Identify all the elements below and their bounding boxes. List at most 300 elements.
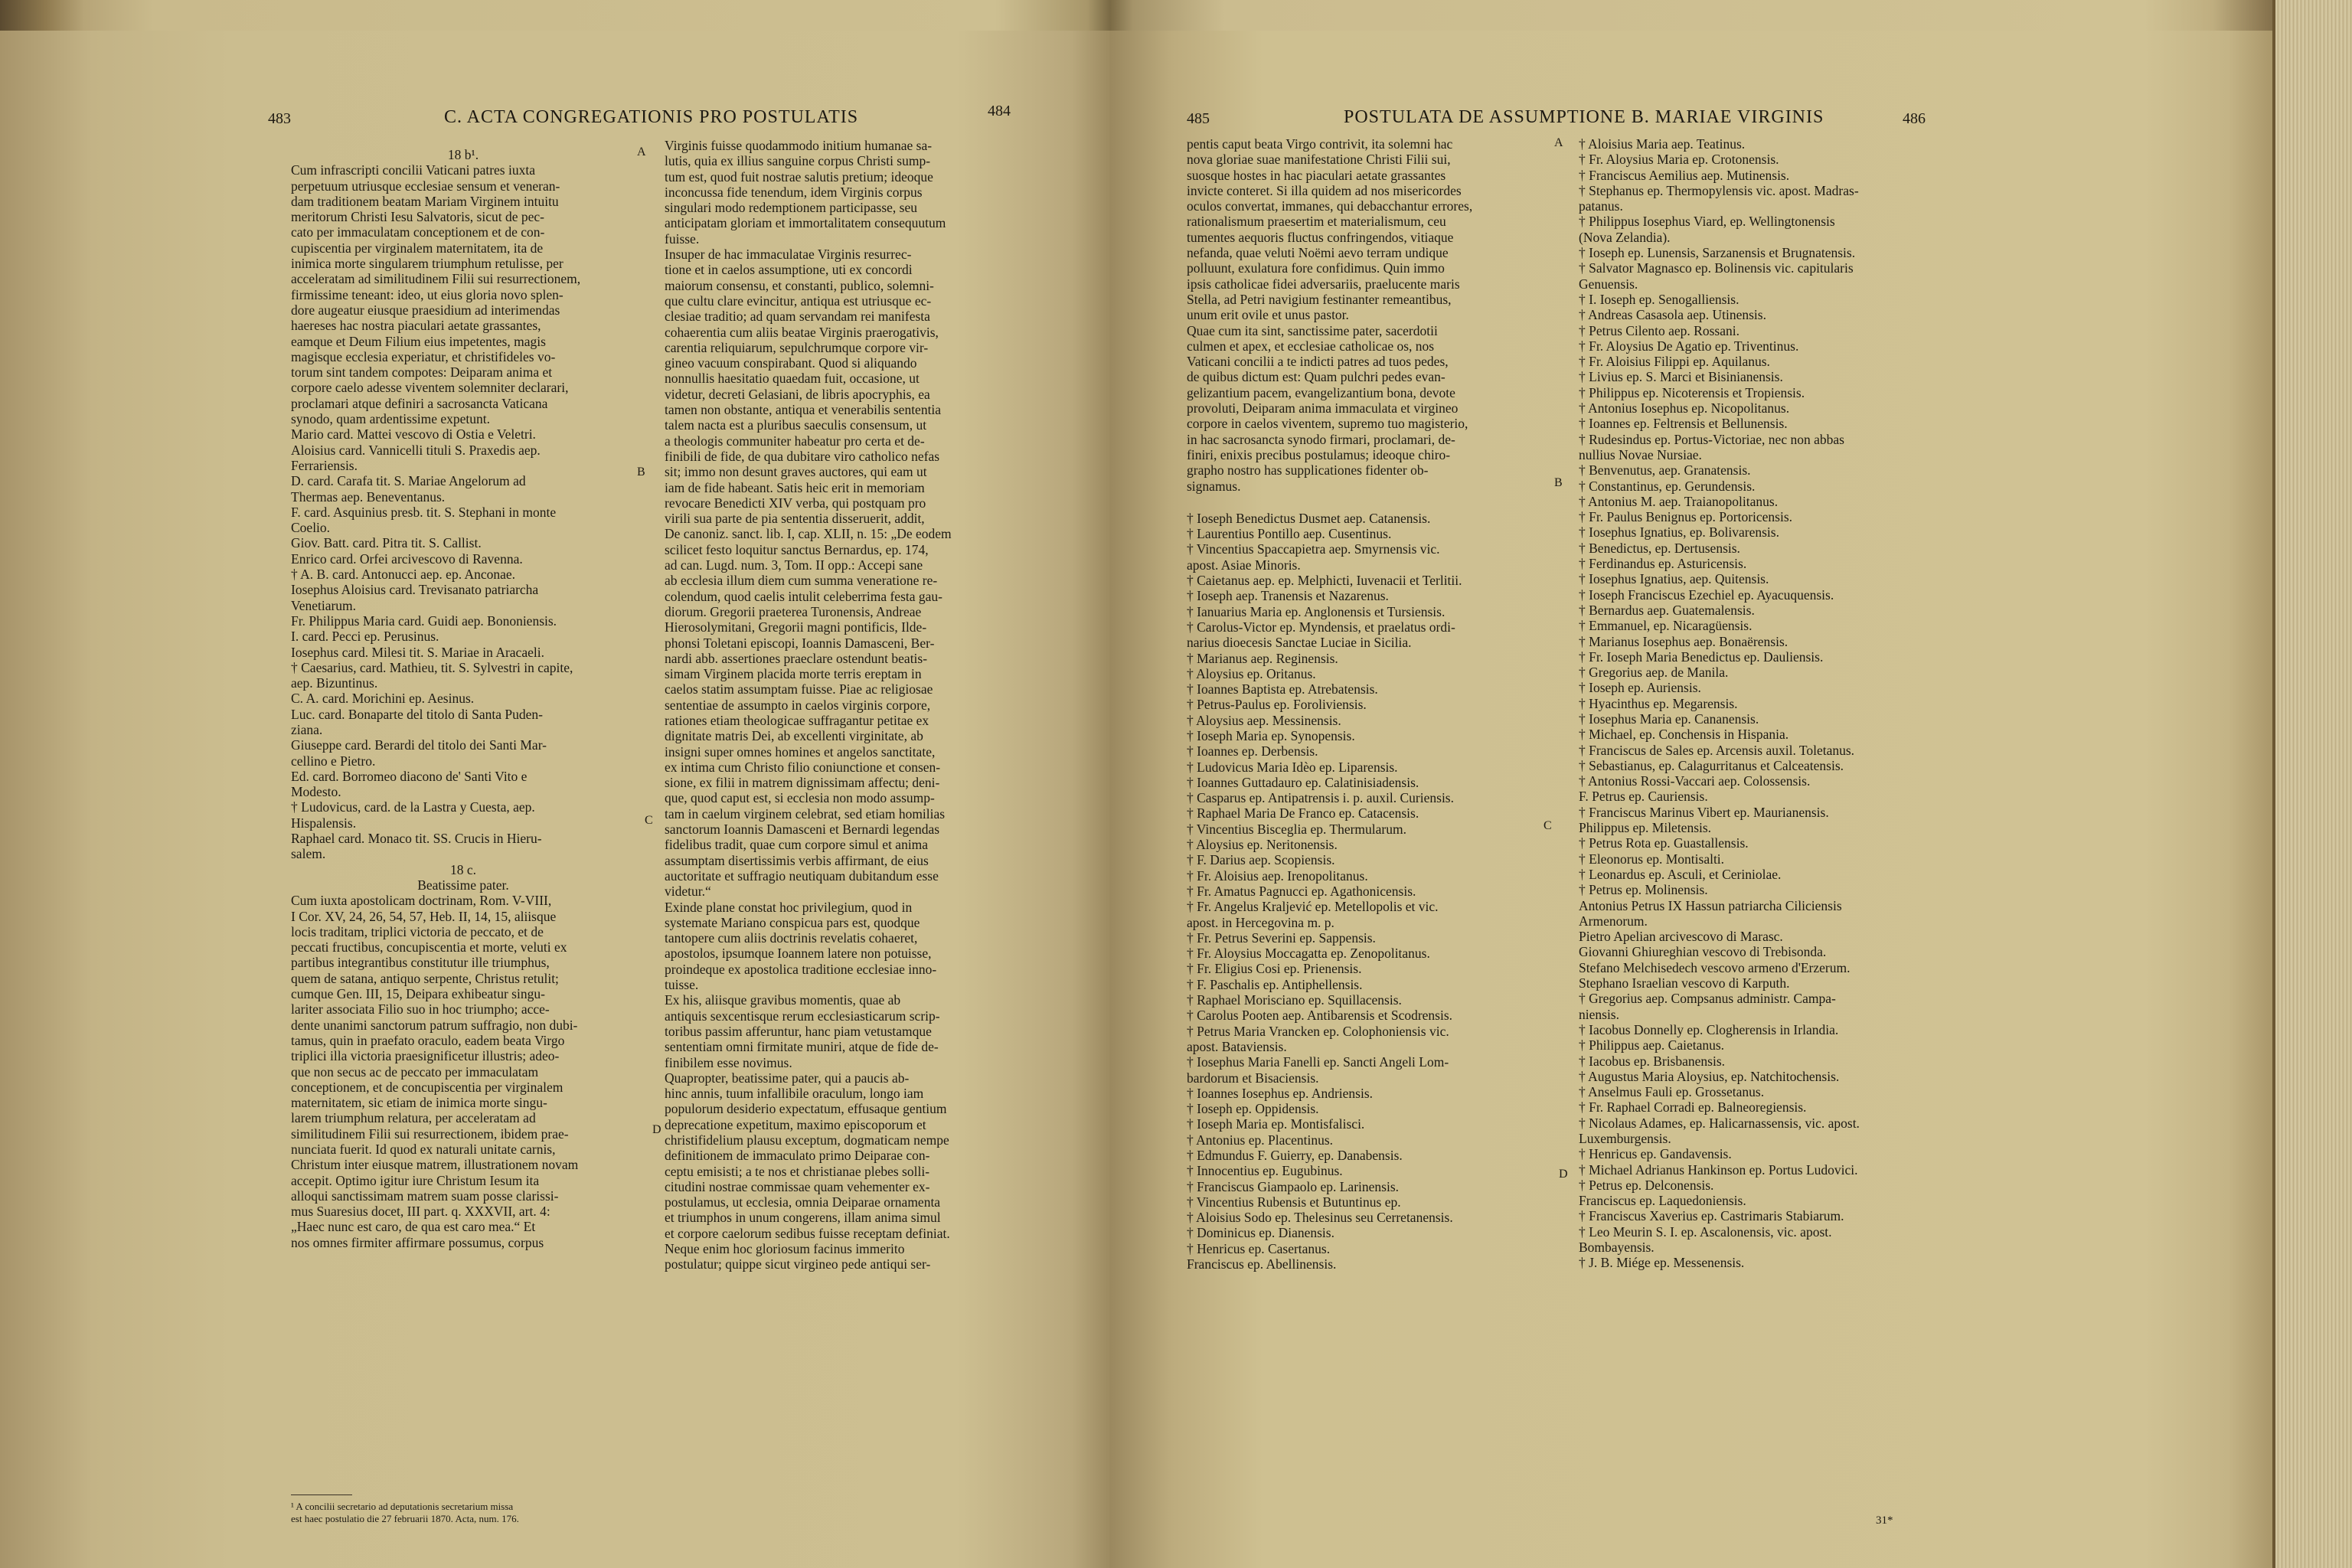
text-line: sione, ex filii in matrem dignissimam affectu; deni- bbox=[665, 775, 940, 791]
text-line: De canoniz. sanct. lib. I, cap. XLII, n. 15: „De eodem bbox=[665, 526, 952, 542]
margin-marker-d-right: D bbox=[1559, 1168, 1568, 1181]
text-line: lutis, quia ex illius sanguine corpus Christi sump- bbox=[665, 153, 931, 169]
signature-line: † Aloisius Maria aep. Teatinus. bbox=[1579, 136, 1746, 152]
signature-line: † Sebastianus, ep. Calagurritanus et Calceatensis. bbox=[1579, 757, 1844, 773]
text-line: systemate Mariano conspicua pars est, quodque bbox=[665, 914, 920, 930]
right-column-2 bbox=[1579, 136, 1946, 1271]
text-line: ad can. Lugd. num. 3, Tom. II opp.: Accepi sane bbox=[665, 557, 923, 573]
signature-line: † Philippus aep. Caietanus. bbox=[1579, 1037, 1725, 1054]
text-line: auctoritate et suffragio neutiquam dubitandum esse bbox=[665, 867, 939, 884]
signature-line: † F. Paschalis ep. Antiphellensis. bbox=[1187, 976, 1363, 992]
text-line: postulamus, ut ecclesia, omnia Deiparae ornamenta bbox=[665, 1194, 941, 1210]
signature-line: apost. Bataviensis. bbox=[1187, 1038, 1287, 1054]
signature-line: † Ioseph Benedictus Dusmet aep. Catanensis. bbox=[1187, 510, 1431, 526]
signature-line: † Henricus ep. Gandavensis. bbox=[1579, 1146, 1732, 1162]
margin-marker-c-right: C bbox=[1544, 819, 1552, 832]
signature-line: † Aloisius Sodo ep. Thelesinus seu Cerretanensis. bbox=[1187, 1210, 1453, 1226]
signature-line: † Ioseph aep. Tranensis et Nazarenus. bbox=[1187, 588, 1389, 604]
text-line: nardi abb. assertiones praeclare ostendunt beatis- bbox=[665, 650, 928, 666]
signature-mark: 31* bbox=[1876, 1514, 1893, 1527]
signature-line: † Caietanus aep. ep. Melphicti, Iuvenacii et Terlitii. bbox=[1187, 573, 1462, 589]
signature-line: † Henricus ep. Casertanus. bbox=[1187, 1240, 1331, 1256]
signature-line: † Ioannes Baptista ep. Atrebatensis. bbox=[1187, 681, 1378, 697]
text-line: videtur.“ bbox=[665, 884, 711, 900]
signature-line: † Constantinus, ep. Gerundensis. bbox=[1579, 478, 1756, 494]
signature-line: † Fr. Paulus Benignus ep. Portoricensis. bbox=[1579, 509, 1793, 525]
text-line: nonnullis haesitatio quaedam fuit, occasione, ut bbox=[665, 371, 920, 387]
signature-line: † Benedictus, ep. Dertusensis. bbox=[1579, 540, 1740, 556]
text-line: haereses hac nostra piaculari aetate grassantes, bbox=[291, 318, 541, 334]
signature-line: † Benvenutus, aep. Granatensis. bbox=[1579, 462, 1751, 479]
text-line: Neque enim hoc gloriosum facinus immerito bbox=[665, 1241, 905, 1257]
signature-line: † Iacobus ep. Brisbanensis. bbox=[1579, 1053, 1726, 1069]
signature-line: † Aloysius ep. Neritonensis. bbox=[1187, 837, 1338, 853]
text-line: ziana. bbox=[291, 721, 323, 737]
left-page-number-b: 484 bbox=[988, 103, 1011, 119]
text-line: synodo, quam ardentissime expetunt. bbox=[291, 411, 491, 427]
signature-line: † Edmundus F. Guierry, ep. Danabensis. bbox=[1187, 1148, 1403, 1163]
text-line: antiquis sexcentisque rerum ecclesiasticarum scrip- bbox=[665, 1008, 940, 1024]
signature-line: † Franciscus Marinus Vibert ep. Maurianensis. bbox=[1579, 804, 1829, 820]
text-line: et triumphos in unum congerens, illam anima simul bbox=[665, 1210, 941, 1226]
signature-line: † Ioseph Maria ep. Montisfalisci. bbox=[1187, 1116, 1365, 1132]
text-line: culmen et apex, et ecclesiae catholicae os, nos bbox=[1187, 338, 1435, 354]
text-line: in hac sacrosancta synodo firmari, proclamari, de- bbox=[1187, 431, 1455, 447]
text-line: assumptam disertissimis verbis affirmant, de eius bbox=[665, 852, 929, 868]
text-line: virili sua parte de pia sententia disseruerit, addit, bbox=[665, 511, 925, 527]
text-line: accepit. Optimo igitur iure Christum Iesum ita bbox=[291, 1172, 540, 1188]
signature-line: † Ioseph Maria ep. Synopensis. bbox=[1187, 727, 1355, 743]
text-line: Hierosolymitani, Gregorii magni pontificis, Ilde- bbox=[665, 619, 927, 635]
signature-line: † Ioannes ep. Derbensis. bbox=[1187, 743, 1318, 760]
text-line: deprecatione expetitum, maximo episcoporum et bbox=[665, 1116, 926, 1132]
signature-line: † Petrus-Paulus ep. Foroliviensis. bbox=[1187, 697, 1367, 713]
text-line: finibili de fide, de qua dubitare viro catholico nefas bbox=[665, 448, 940, 464]
text-line: dignitate matris Dei, ab excellenti virginitate, ab bbox=[665, 728, 923, 744]
text-line: unum erit ovile et unus pastor. bbox=[1187, 307, 1349, 323]
text-line: tione et in caelos assumptione, uti ex concordi bbox=[665, 262, 913, 278]
signature-line: † Stephanus ep. Thermopylensis vic. apost. Madras- bbox=[1579, 182, 1859, 198]
signature-line: † I. Ioseph ep. Senogalliensis. bbox=[1579, 291, 1740, 307]
text-line: Fr. Philippus Maria card. Guidi aep. Bononiensis. bbox=[291, 612, 557, 629]
text-line: tumentes aequoris fluctus confringendos, vitiaque bbox=[1187, 229, 1454, 245]
text-line: inimica morte singularem triumphum retulisse, per bbox=[291, 256, 564, 272]
text-line: nunciata fuerit. Id quod ex naturali unitate carnis, bbox=[291, 1142, 556, 1157]
text-line: caelos statim assumptam fuisse. Piae ac religiosae bbox=[665, 681, 933, 697]
margin-marker-c: C bbox=[645, 814, 653, 827]
text-line: populorum desiderio expectatum, effusaque gentium bbox=[665, 1101, 947, 1117]
signature-line: † Emmanuel, ep. Nicaragüensis. bbox=[1579, 618, 1753, 634]
text-line: fuisse. bbox=[665, 230, 700, 247]
text-line: tamus, quin in praefato oraculo, eadem beata Virgo bbox=[291, 1032, 565, 1048]
margin-marker-d: D bbox=[652, 1123, 662, 1136]
text-line: tantopere cum aliis doctrinis revelatis cohaeret, bbox=[665, 930, 918, 946]
signature-line: F. Petrus ep. Cauriensis. bbox=[1579, 789, 1708, 805]
text-line: corpore in caelos viventem, supremo tuo magisterio, bbox=[1187, 416, 1468, 432]
signature-line: † Vincentius Spaccapietra aep. Smyrnensis vic. bbox=[1187, 541, 1440, 557]
signature-line: patanus. bbox=[1579, 198, 1623, 214]
text-line: Mario card. Mattei vescovo di Ostia e Veletri. bbox=[291, 426, 536, 443]
text-line: Giov. Batt. card. Pitra tit. S. Callist. bbox=[291, 535, 482, 551]
text-line: de quibus dictum est: Quam pulchri pedes evan- bbox=[1187, 369, 1446, 385]
signature-line: † Marianus aep. Reginensis. bbox=[1187, 650, 1338, 666]
text-line: nefanda, quae veluti Noëmi aevo terram undique bbox=[1187, 245, 1449, 261]
text-line: sententiam omni firmitate muniri, atque de fide de- bbox=[665, 1039, 939, 1055]
margin-marker-a-right: A bbox=[1554, 136, 1563, 149]
text-line: invicte conteret. Si illa quidem ad nos misericordes bbox=[1187, 182, 1462, 198]
signature-line: † Petrus ep. Molinensis. bbox=[1579, 882, 1708, 898]
signature-line: † Leo Meurin S. I. ep. Ascalonensis, vic. apost. bbox=[1579, 1223, 1832, 1240]
text-line: sanctorum Ioannis Damasceni et Bernardi legendas bbox=[665, 822, 940, 838]
signature-line: narius dioecesis Sanctae Luciae in Sicilia. bbox=[1187, 635, 1412, 651]
text-line: polluunt, exulatura fore confidimus. Quin immo bbox=[1187, 260, 1445, 276]
text-line: cellino e Pietro. bbox=[291, 753, 376, 769]
signature-line: † Franciscus Aemilius aep. Mutinensis. bbox=[1579, 167, 1790, 183]
text-line: Cum iuxta apostolicam doctrinam, Rom. V-VIII, bbox=[291, 893, 552, 909]
right-page-number-a: 485 bbox=[1187, 110, 1210, 127]
text-line: iam de fide habeant. Satis heic erit in memoriam bbox=[665, 479, 925, 495]
signature-line: † Carolus-Victor ep. Myndensis, et praelatus ordi- bbox=[1187, 619, 1455, 635]
signature-line: † Hyacinthus ep. Megarensis. bbox=[1579, 695, 1738, 711]
signature-line: † Michael, ep. Conchensis in Hispania. bbox=[1579, 727, 1789, 743]
text-line: postulatur; quippe sicut virgineo pede antiqui ser- bbox=[665, 1256, 931, 1272]
signature-line: † Ioannes Guttadauro ep. Calatinisiadensis. bbox=[1187, 774, 1419, 790]
signature-line: † Bernardus aep. Guatemalensis. bbox=[1579, 602, 1755, 618]
text-line: Insuper de hac immaculatae Virginis resurrec- bbox=[665, 247, 912, 263]
signature-line: apost. Asiae Minoris. bbox=[1187, 557, 1301, 573]
text-line: firmissime teneant: ideo, ut eius gloria novo splen- bbox=[291, 286, 564, 302]
text-line: anticipatam gloriam et immortalitatem consequutum bbox=[665, 215, 946, 231]
footnote bbox=[291, 1501, 643, 1525]
text-line: dore augeatur eiusque praesidium ad interimendas bbox=[291, 302, 560, 318]
text-line: simam Virginem placida morte terris ereptam in bbox=[665, 666, 922, 682]
text-line: provoluti, Deiparam anima immaculata et virgineo bbox=[1187, 400, 1459, 416]
text-line: videtur, decreti Gelasiani, de libris apocryphis, ea bbox=[665, 386, 930, 402]
signature-line: † Ioseph Franciscus Ezechiel ep. Ayacuquensis. bbox=[1579, 586, 1834, 603]
text-line: I Cor. XV, 24, 26, 54, 57, Heb. II, 14, 15, aliisque bbox=[291, 908, 557, 924]
text-line: magisque ecclesia experiatur, et christifideles vo- bbox=[291, 348, 556, 364]
text-line: revocare Benedicti XIV verba, qui postquam pro bbox=[665, 495, 926, 511]
text-line: sententiae de assumpto in caelos virginis corpore, bbox=[665, 697, 931, 713]
text-line: colendum, quod caelis intulit celeberrima festa gau- bbox=[665, 588, 942, 604]
text-line: † A. B. card. Antonucci aep. ep. Anconae. bbox=[291, 567, 516, 583]
text-line: perpetuum utriusque ecclesiae sensum et veneran- bbox=[291, 178, 560, 194]
text-line: F. card. Asquinius presb. tit. S. Stephani in monte bbox=[291, 504, 557, 520]
signature-line: † Aloysius ep. Oritanus. bbox=[1187, 665, 1316, 681]
signature-line: † Franciscus Xaverius ep. Castrimaris Stabiarum. bbox=[1579, 1208, 1844, 1224]
text-line: Beatissime pater. bbox=[417, 877, 509, 893]
text-line: aep. Bizuntinus. bbox=[291, 675, 378, 691]
text-line: cumque Gen. III, 15, Deipara exhibeatur singu- bbox=[291, 986, 545, 1002]
signature-line: † Antonius Rossi-Vaccari aep. Colossensis. bbox=[1579, 773, 1811, 789]
text-line: cato per immaculatam conceptionem et de con- bbox=[291, 224, 545, 240]
text-line: salem. bbox=[291, 846, 326, 862]
text-line: nova gloriae suae manifestatione Christi Filii sui, bbox=[1187, 152, 1451, 168]
text-line: Ex his, aliisque gravibus momentis, quae ab bbox=[665, 992, 901, 1008]
text-line: peccati fructibus, concupiscentia et morte, veluti ex bbox=[291, 939, 567, 956]
text-line: ab ecclesia illum diem cum summa veneratione re- bbox=[665, 573, 938, 589]
signature-line: † Ferdinandus ep. Asturicensis. bbox=[1579, 556, 1747, 572]
left-page-number-a: 483 bbox=[268, 110, 291, 127]
text-line: lariter associata Filio suo in hoc triumpho; acce- bbox=[291, 1001, 550, 1018]
text-line: Giuseppe card. Berardi del titolo dei Santi Mar- bbox=[291, 737, 547, 753]
text-line: locis traditam, triplici victoria de peccato, et de bbox=[291, 923, 544, 939]
signature-line: Bombayensis. bbox=[1579, 1240, 1655, 1256]
signature-line: † Gregorius aep. Compsanus administr. Campa- bbox=[1579, 991, 1836, 1007]
signature-line: † Leonardus ep. Asculi, et Ceriniolae. bbox=[1579, 866, 1782, 882]
text-line: Virginis fuisse quodammodo initium humanae sa- bbox=[665, 138, 933, 153]
signature-line: † Andreas Casasola aep. Utinensis. bbox=[1579, 307, 1766, 323]
footnote-line: est haec postulatio die 27 februarii 1870. Acta, num. 176. bbox=[291, 1513, 519, 1524]
signature-line: † Antonius ep. Placentinus. bbox=[1187, 1132, 1334, 1148]
margin-marker-b: B bbox=[637, 466, 645, 479]
signature-line: † Fr. Aloysius Moccagatta ep. Zenopolitanus. bbox=[1187, 946, 1430, 962]
signature-line: † Iosephus Ignatius, ep. Bolivarensis. bbox=[1579, 524, 1779, 541]
signature-line: † Gregorius aep. de Manila. bbox=[1579, 665, 1729, 681]
signature-line: Giovanni Ghiureghian vescovo di Trebisonda. bbox=[1579, 944, 1827, 960]
text-line: quem de satana, antiquo serpente, Christus retulit; bbox=[291, 970, 559, 986]
text-line: Enrico card. Orfei arcivescovo di Ravenna. bbox=[291, 550, 523, 567]
signature-line: † Augustus Maria Aloysius, ep. Natchitochensis. bbox=[1579, 1068, 1840, 1084]
signature-line: † Anselmus Fauli ep. Grossetanus. bbox=[1579, 1084, 1765, 1100]
signature-line: † Iosephus Ignatius, aep. Quitensis. bbox=[1579, 571, 1769, 587]
signature-line: † Petrus Rota ep. Guastallensis. bbox=[1579, 835, 1749, 851]
text-line: singulari modo redemptionem participasse, seu bbox=[665, 200, 917, 216]
signature-line: Stephano Israelian vescovo di Karputh. bbox=[1579, 975, 1790, 991]
text-line: Venetiarum. bbox=[291, 597, 357, 613]
text-line: Exinde plane constat hoc privilegium, quod in bbox=[665, 899, 913, 915]
signature-line: † Carolus Pooten aep. Antibarensis et Scodrensis. bbox=[1187, 1008, 1453, 1024]
text-line: rationalismum praesertim et materialismum, ceu bbox=[1187, 214, 1446, 230]
text-line: proindeque ex apostolica traditione ecclesiae inno- bbox=[665, 961, 937, 977]
text-line: Stella, ad Petri navigium festinanter remeantibus, bbox=[1187, 291, 1452, 307]
text-line: similitudinem Filii sui resurrectionem, ibidem prae- bbox=[291, 1125, 569, 1142]
text-line: torum sint tandem compotes: Deiparam anima et bbox=[291, 364, 553, 381]
signature-line: † Fr. Petrus Severini ep. Sappensis. bbox=[1187, 929, 1376, 946]
signature-line: † Fr. Raphael Corradi ep. Balneoregiensis. bbox=[1579, 1099, 1807, 1116]
left-column-2 bbox=[665, 138, 1017, 1272]
signature-line: † Marianus Iosephus aep. Bonaërensis. bbox=[1579, 633, 1788, 649]
signature-line: † Fr. Aloysius De Agatio ep. Triventinus. bbox=[1579, 338, 1799, 354]
signature-line: Franciscus ep. Laquedoniensis. bbox=[1579, 1193, 1746, 1209]
text-line: acceleratam ad similitudinem Filii sui resurrectionem, bbox=[291, 271, 581, 287]
text-line: citudini nostrae commissae quam vehementer ex- bbox=[665, 1178, 930, 1194]
text-line: clesiae traditio; ad quam servandam rei manifesta bbox=[665, 309, 930, 325]
text-line: dam traditionem beatam Mariam Virginem intuitu bbox=[291, 193, 559, 209]
text-line: Thermas aep. Beneventanus. bbox=[291, 488, 446, 505]
text-line: suosque hostes in hac piaculari aetate grassantes bbox=[1187, 167, 1446, 183]
signature-line: † Livius ep. S. Marci et Bisinianensis. bbox=[1579, 369, 1783, 385]
signature-line: † Ioseph ep. Lunensis, Sarzanensis et Brugnatensis. bbox=[1579, 245, 1856, 261]
text-line: † Ludovicus, card. de la Lastra y Cuesta, aep. bbox=[291, 799, 535, 815]
signature-line: † Dominicus ep. Dianensis. bbox=[1187, 1225, 1334, 1241]
text-line: Luc. card. Bonaparte del titolo di Santa Puden- bbox=[291, 706, 544, 722]
signature-line: † Fr. Eligius Cosi ep. Prienensis. bbox=[1187, 961, 1362, 977]
text-line: finibilem esse novimus. bbox=[665, 1054, 792, 1070]
text-line: cohaerentia cum aliis beatae Virginis praerogativis, bbox=[665, 324, 939, 340]
text-line: et corpore caelorum sedibus fuisse receptam definiat. bbox=[665, 1225, 950, 1241]
signature-line: † Raphael Morisciano ep. Squillacensis. bbox=[1187, 992, 1402, 1008]
signature-line: † Ioseph ep. Oppidensis. bbox=[1187, 1101, 1319, 1117]
text-line: Quae cum ita sint, sanctissime pater, sacerdotii bbox=[1187, 322, 1438, 338]
text-line: Modesto. bbox=[291, 784, 341, 800]
text-line: 18 b¹. bbox=[447, 147, 479, 162]
text-line: nos omnes firmiter affirmare possumus, corpus bbox=[291, 1234, 544, 1250]
signature-line: apost. in Hercegovina m. p. bbox=[1187, 914, 1334, 930]
signature-line: † Fr. Ioseph Maria Benedictus ep. Dauliensis. bbox=[1579, 648, 1824, 665]
text-line: mus Suaresius docet, III part. q. XXXVII, art. 4: bbox=[291, 1204, 550, 1220]
signature-line: † Fr. Amatus Pagnucci ep. Agathonicensis. bbox=[1187, 883, 1416, 899]
signature-line: † Antonius Iosephus ep. Nicopolitanus. bbox=[1579, 400, 1790, 416]
text-line: toribus passim afferuntur, hanc piam vetustamque bbox=[665, 1023, 932, 1039]
signature-line: † Innocentius ep. Eugubinus. bbox=[1187, 1163, 1343, 1179]
text-line: apostolos, ipsumque Ioannem latere non potuisse, bbox=[665, 946, 932, 962]
signature-line: † Rudesindus ep. Portus-Victoriae, nec non abbas bbox=[1579, 431, 1844, 447]
signature-line: † Fr. Aloysius Maria ep. Crotonensis. bbox=[1579, 152, 1779, 168]
text-line: gineo vacuum conspirabant. Quod si aliquando bbox=[665, 355, 917, 371]
signature-line: † Raphael Maria De Franco ep. Catacensis. bbox=[1187, 805, 1419, 822]
signature-line: † Fr. Aloisius Filippi ep. Aquilanus. bbox=[1579, 354, 1770, 370]
text-line: maternitatem, sic etiam de inimica morte singu- bbox=[291, 1095, 547, 1111]
signature-line: Pietro Apelian arcivescovo di Marasc. bbox=[1579, 929, 1783, 945]
signature-line: † Philippus ep. Nicoterensis et Tropiensis. bbox=[1579, 384, 1805, 400]
text-line: que non secus ac de peccato per immaculatam bbox=[291, 1063, 539, 1080]
text-line: Christum inter eiusque matrem, illustrationem novam bbox=[291, 1157, 579, 1173]
text-line: partibus integrantibus constitutur ille triumphus, bbox=[291, 955, 550, 971]
text-line: finiri, enixis precibus postulamus; ideoque chiro- bbox=[1187, 446, 1451, 462]
text-line: Aloisius card. Vannicelli tituli S. Praxedis aep. bbox=[291, 442, 541, 458]
text-line: Vaticani concilii a te indicti patres ad tuos pedes, bbox=[1187, 354, 1449, 370]
text-line: C. A. card. Morichini ep. Aesinus. bbox=[291, 691, 475, 707]
signature-line: † Petrus Cilento aep. Rossani. bbox=[1579, 322, 1740, 338]
signature-line: (Nova Zelandia). bbox=[1579, 229, 1671, 245]
text-line: fidelibus tradit, quae cum corpore simul et anima bbox=[665, 837, 929, 853]
text-line: Hispalensis. bbox=[291, 815, 357, 831]
signature-line: † Eleonorus ep. Montisalti. bbox=[1579, 851, 1725, 867]
text-line: Iosephus card. Milesi tit. S. Mariae in Aracaeli. bbox=[291, 644, 544, 660]
text-line: maiorum consensu, et constanti, publico, solemni- bbox=[665, 277, 934, 293]
signature-line: Armenorum. bbox=[1579, 913, 1648, 929]
right-page bbox=[1110, 31, 2274, 1568]
text-line: conceptionem, et de concupiscentia per virginalem bbox=[291, 1079, 564, 1095]
text-line: Ferrariensis. bbox=[291, 457, 358, 473]
text-line: proclamari atque definiri a sacrosancta Vaticana bbox=[291, 395, 548, 411]
text-line: oculos convertat, immanes, qui debacchantur errores, bbox=[1187, 198, 1473, 214]
signature-line: Stefano Melchisedech vescovo armeno d'Erzerum. bbox=[1579, 959, 1851, 975]
text-line: talem nacta est a pluribus saeculis consensum, ut bbox=[665, 417, 927, 433]
text-line: ex intima cum Christo filio coniunctione et consen- bbox=[665, 759, 941, 775]
text-line: Raphael card. Monaco tit. SS. Crucis in Hieru- bbox=[291, 831, 542, 847]
text-line: scilicet festo loquitur sanctus Bernardus, ep. 174, bbox=[665, 541, 929, 557]
page-block-edge bbox=[2275, 0, 2352, 1568]
signature-line: † Ioannes Iosephus ep. Andriensis. bbox=[1187, 1085, 1374, 1101]
left-running-header: C. ACTA CONGREGATIONIS PRO POSTULATIS bbox=[444, 107, 859, 127]
signature-line: Philippus ep. Miletensis. bbox=[1579, 820, 1712, 836]
signature-line: † Petrus Maria Vrancken ep. Colophoniensis vic. bbox=[1187, 1023, 1449, 1039]
text-line: insigni super omnes homines et angelos sanctitate, bbox=[665, 743, 936, 760]
signature-line: † Laurentius Pontillo aep. Cusentinus. bbox=[1187, 526, 1392, 542]
signature-line: † Ioseph ep. Auriensis. bbox=[1579, 680, 1701, 696]
text-line: Iosephus Aloisius card. Trevisanato patriarcha bbox=[291, 582, 539, 598]
text-line: tam in caelum virginem celebrat, sed etiam homilias bbox=[665, 805, 946, 822]
signature-line: † F. Darius aep. Scopiensis. bbox=[1187, 852, 1335, 868]
text-line: tuisse. bbox=[665, 977, 699, 993]
signature-line: † Ianuarius Maria ep. Anglonensis et Tursiensis. bbox=[1187, 603, 1446, 619]
text-line: dente unanimi sanctorum patrum suffragio, non dubi- bbox=[291, 1017, 578, 1033]
signature-line: † Michael Adrianus Hankinson ep. Portus Ludovici. bbox=[1579, 1161, 1858, 1178]
signature-line: † Philippus Iosephus Viard, ep. Wellingtonensis bbox=[1579, 214, 1835, 230]
text-line: cupiscentia per virginalem maternitatem, ita de bbox=[291, 240, 544, 256]
text-line: D. card. Carafa tit. S. Mariae Angelorum ad bbox=[291, 473, 526, 489]
signature-line: † Salvator Magnasco ep. Bolinensis vic. capitularis bbox=[1579, 260, 1854, 276]
right-column-1 bbox=[1187, 136, 1550, 1272]
signature-line: † Vincentius Rubensis et Butuntinus ep. bbox=[1187, 1194, 1401, 1210]
text-line: Cum infrascripti concilii Vaticani patres iuxta bbox=[291, 162, 535, 178]
signature-line: Genuensis. bbox=[1579, 276, 1638, 292]
text-line: larem triumphum relatura, per acceleratam ad bbox=[291, 1110, 536, 1126]
right-running-header: POSTULATA DE ASSUMPTIONE B. MARIAE VIRGINIS bbox=[1344, 107, 1824, 127]
text-line: 18 c. bbox=[449, 861, 477, 877]
text-line: tum est, quod fuit nostrae salutis pretium; ideoque bbox=[665, 168, 933, 185]
text-line: inconcussa fide tenendum, idem Virginis corpus bbox=[665, 184, 923, 200]
text-line: ipsis catholicae fidei adversariis, praelucente maris bbox=[1187, 276, 1460, 292]
left-page bbox=[0, 31, 1110, 1568]
text-line: alloqui sanctissimam matrem suam posse clarissi- bbox=[291, 1187, 559, 1204]
text-line: I. card. Pecci ep. Perusinus. bbox=[291, 629, 439, 645]
text-line: definitionem de immaculato primo Deiparae con- bbox=[665, 1148, 930, 1164]
signature-line: Franciscus ep. Abellinensis. bbox=[1187, 1256, 1337, 1272]
signature-line: niensis. bbox=[1579, 1006, 1619, 1022]
signature-line: † Petrus ep. Delconensis. bbox=[1579, 1177, 1714, 1193]
text-line: pentis caput beata Virgo contrivit, ita solemni hac bbox=[1187, 136, 1453, 152]
text-line: a theologis communiter habeatur pro certa et de- bbox=[665, 433, 925, 449]
signature-line: † J. B. Miége ep. Messenensis. bbox=[1579, 1255, 1745, 1271]
text-line: hinc annis, tuum infallibile oraculum, longo iam bbox=[665, 1086, 924, 1102]
signature-line: † Iosephus Maria Fanelli ep. Sancti Angeli Lom- bbox=[1187, 1054, 1449, 1070]
footnote-rule bbox=[291, 1494, 352, 1495]
text-line: carentia reliquiarum, sepulchrumque corpore vir- bbox=[665, 339, 929, 355]
text-line: gelizantium pacem, evangelizantium bona, devote bbox=[1187, 384, 1455, 400]
signature-line: † Nicolaus Adames, ep. Halicarnassensis, vic. apost. bbox=[1579, 1115, 1860, 1131]
signature-line: † Franciscus de Sales ep. Arcensis auxil. Toletanus. bbox=[1579, 742, 1855, 758]
signature-line: † Ioannes ep. Feltrensis et Bellunensis. bbox=[1579, 416, 1788, 432]
signature-line: † Fr. Aloisius aep. Irenopolitanus. bbox=[1187, 867, 1368, 884]
text-line: rationes etiam theologicae suffragantur petitae ex bbox=[665, 712, 929, 728]
signature-line: † Casparus ep. Antipatrensis i. p. auxil. Curiensis. bbox=[1187, 790, 1454, 806]
signature-line: † Ludovicus Maria Idèo ep. Liparensis. bbox=[1187, 759, 1398, 775]
signature-line: Antonius Petrus IX Hassun patriarcha Ciliciensis bbox=[1579, 897, 1842, 913]
text-line: diorum. Gregorii praeterea Turonensis, Andreae bbox=[665, 603, 922, 619]
left-column-1 bbox=[291, 147, 635, 1250]
text-line: que cultu clare evincitur, antiqua est utriusque ec- bbox=[665, 292, 932, 309]
text-line: Coelio. bbox=[291, 520, 331, 536]
text-line: signamus. bbox=[1187, 478, 1241, 494]
signature-line: † Iacobus Donnelly ep. Clogherensis in Irlandia. bbox=[1579, 1021, 1839, 1037]
text-line: sit; immo non desunt graves auctores, qui eam ut bbox=[665, 464, 927, 480]
signature-line: † Fr. Angelus Kraljević ep. Metellopolis et vic. bbox=[1187, 899, 1439, 915]
text-line: corpore caelo adesse viventem solemniter declarari, bbox=[291, 380, 569, 396]
margin-marker-a: A bbox=[637, 145, 646, 158]
text-line: phonsi Toletani episcopi, Ioannis Damasceni, Ber- bbox=[665, 635, 935, 651]
signature-line: † Aloysius aep. Messinensis. bbox=[1187, 712, 1341, 728]
text-line: que, quod caput est, si ecclesia non modo assump- bbox=[665, 790, 935, 806]
text-line: Quapropter, beatissime pater, qui a paucis ab- bbox=[665, 1070, 910, 1086]
text-line: tamen non obstante, antiqua et venerabilis sententia bbox=[665, 402, 942, 418]
signature-line: † Antonius M. aep. Traianopolitanus. bbox=[1579, 493, 1779, 509]
text-line: meritorum Christi Iesu Salvatoris, sicut de pec- bbox=[291, 209, 544, 225]
signature-line: † Iosephus Maria ep. Cananensis. bbox=[1579, 710, 1759, 727]
signature-line: bardorum et Bisaciensis. bbox=[1187, 1070, 1319, 1086]
